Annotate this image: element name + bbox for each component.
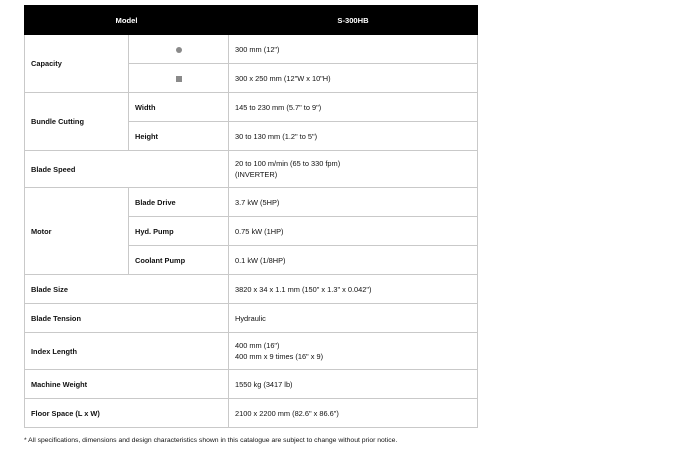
bundle-height-label: Height: [129, 122, 229, 151]
index-length-label: Index Length: [25, 333, 229, 370]
header-row: [25, 6, 478, 35]
round-shape-cell: [129, 35, 229, 64]
blade-speed-range: 20 to 100 m/min (65 to 330 fpm): [235, 159, 341, 168]
disclaimer-footnote: * All specifications, dimensions and design characteristics shown in this catalogue are subject to change without prior notice.: [24, 437, 398, 444]
capacity-round-value: 300 mm (12"): [229, 35, 478, 64]
spec-sheet: [24, 5, 477, 428]
blade-size-value: 3820 x 34 x 1.1 mm (150" x 1.3" x 0.042"): [229, 275, 478, 304]
circle-icon: [176, 47, 182, 53]
bundle-width-value: 145 to 230 mm (5.7" to 9"): [229, 93, 478, 122]
capacity-label: Capacity: [25, 35, 129, 93]
capacity-square-value: 300 x 250 mm (12"W x 10"H): [229, 64, 478, 93]
motor-label: Motor: [25, 188, 129, 275]
capacity-row-round: [25, 35, 478, 64]
hyd-pump-value: 0.75 kW (1HP): [229, 217, 478, 246]
hyd-pump-label: Hyd. Pump: [129, 217, 229, 246]
blade-drive-value: 3.7 kW (5HP): [229, 188, 478, 217]
blade-speed-note: (INVERTER): [235, 170, 278, 179]
blade-tension-row: [25, 304, 478, 333]
coolant-pump-value: 0.1 kW (1/8HP): [229, 246, 478, 275]
index-length-multi: 400 mm x 9 times (16" x 9): [235, 352, 324, 361]
blade-speed-row: [25, 151, 478, 188]
spec-table: [24, 5, 478, 428]
coolant-pump-label: Coolant Pump: [129, 246, 229, 275]
blade-tension-value: Hydraulic: [229, 304, 478, 333]
floor-space-row: [25, 399, 478, 428]
bundle-height-value: 30 to 130 mm (1.2" to 5"): [229, 122, 478, 151]
index-length-value: [229, 333, 478, 370]
floor-space-value: 2100 x 2200 mm (82.6" x 86.6"): [229, 399, 478, 428]
model-header: Model: [25, 6, 229, 35]
index-length-single: 400 mm (16"): [235, 341, 280, 350]
machine-weight-value: 1550 kg (3417 lb): [229, 370, 478, 399]
machine-weight-row: [25, 370, 478, 399]
motor-blade-drive-row: [25, 188, 478, 217]
floor-space-label: Floor Space (L x W): [25, 399, 229, 428]
blade-speed-label: Blade Speed: [25, 151, 229, 188]
blade-drive-label: Blade Drive: [129, 188, 229, 217]
machine-weight-label: Machine Weight: [25, 370, 229, 399]
bundle-width-label: Width: [129, 93, 229, 122]
blade-tension-label: Blade Tension: [25, 304, 229, 333]
square-icon: [176, 76, 182, 82]
square-shape-cell: [129, 64, 229, 93]
blade-size-label: Blade Size: [25, 275, 229, 304]
bundle-cutting-label: Bundle Cutting: [25, 93, 129, 151]
bundle-width-row: [25, 93, 478, 122]
blade-size-row: [25, 275, 478, 304]
index-length-row: [25, 333, 478, 370]
blade-speed-value: [229, 151, 478, 188]
model-value-header: S-300HB: [229, 6, 478, 35]
